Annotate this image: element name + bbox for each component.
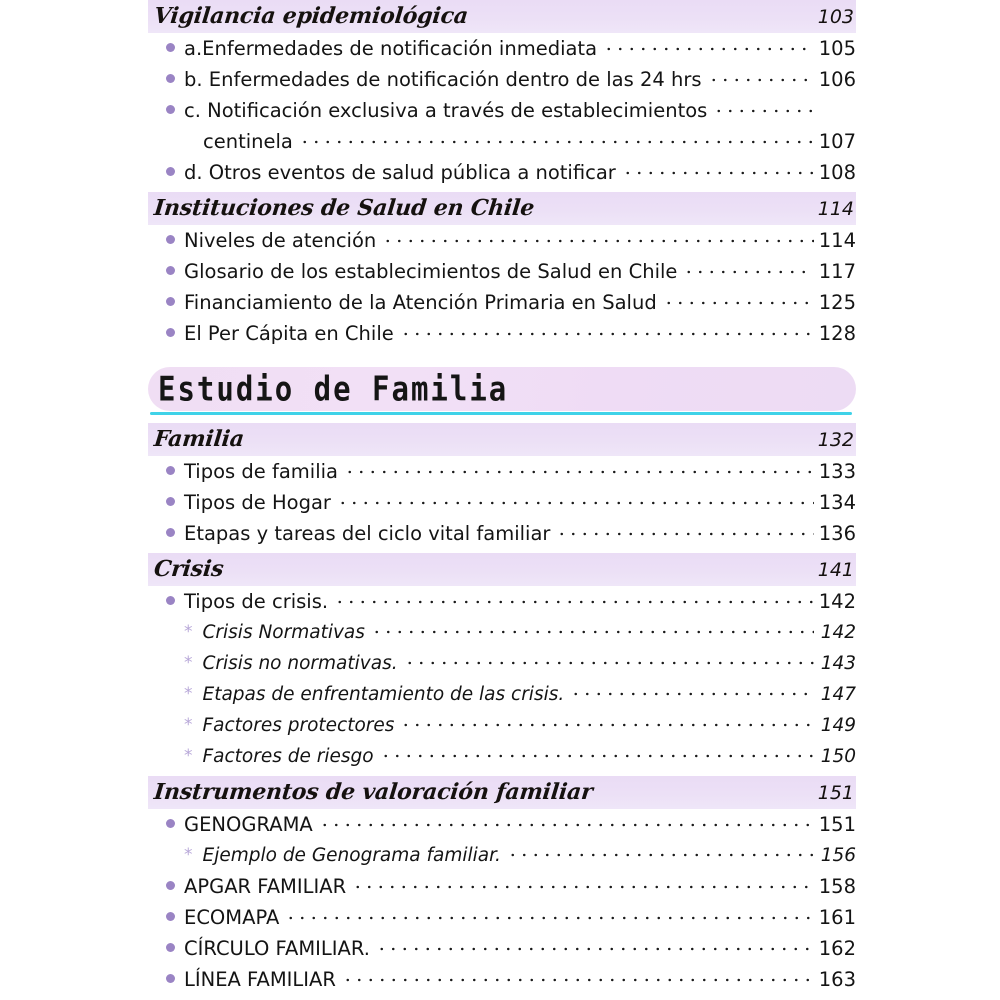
dot-leader xyxy=(344,470,814,474)
toc-entry[interactable] xyxy=(148,487,856,518)
toc-entry[interactable] xyxy=(148,964,856,995)
dot-leader xyxy=(404,661,814,665)
dot-leader xyxy=(342,978,814,982)
toc-entry-page-number: 163 xyxy=(818,968,856,991)
toc-entry-label: c. Notificación exclusiva a través de establecimientos xyxy=(184,99,708,122)
bullet-icon xyxy=(166,943,175,952)
toc-entry-page-number: 161 xyxy=(818,906,856,929)
toc-entry[interactable] xyxy=(148,648,856,679)
toc-entry-label: Tipos de Hogar xyxy=(184,491,331,514)
toc-entry-label: Crisis Normativas xyxy=(202,622,365,643)
dot-leader xyxy=(570,692,814,696)
chapter-banner-title: Estudio de Familia xyxy=(158,368,509,409)
chapter-banner-wrapper xyxy=(148,367,856,415)
toc-entry-label: Ejemplo de Genograma familiar. xyxy=(202,845,501,866)
bullet-icon xyxy=(166,74,175,83)
dot-leader xyxy=(507,853,814,857)
bullet-icon xyxy=(166,881,175,890)
toc-entry[interactable] xyxy=(148,679,856,710)
toc-entry[interactable] xyxy=(148,840,856,871)
toc-entry[interactable] xyxy=(148,518,856,549)
toc-entry-label: Financiamiento de la Atención Primaria en Salud xyxy=(184,291,657,314)
toc-entry-page-number: 107 xyxy=(818,130,856,153)
dot-leader xyxy=(352,885,814,889)
section-header-familia[interactable] xyxy=(148,423,856,456)
chapter-banner-underline xyxy=(150,412,852,415)
section-page-number: 114 xyxy=(817,198,854,220)
section-page-number: 132 xyxy=(817,429,854,451)
toc-entry-label: d. Otros eventos de salud pública a notificar xyxy=(184,161,616,184)
dot-leader xyxy=(299,140,814,144)
toc-entry[interactable] xyxy=(148,933,856,964)
toc-entry-label: Etapas de enfrentamiento de las crisis. xyxy=(202,684,565,705)
toc-entry-label: Tipos de crisis. xyxy=(184,590,329,613)
toc-entry[interactable] xyxy=(148,157,856,188)
toc-entry[interactable] xyxy=(148,710,856,741)
section-page-number: 141 xyxy=(817,559,854,581)
dot-leader xyxy=(400,723,814,727)
bullet-icon xyxy=(166,497,175,506)
section-gap xyxy=(148,349,856,353)
toc-entry-page-number: 125 xyxy=(818,291,856,314)
toc-entry-page-number: 150 xyxy=(820,746,856,767)
toc-entry-page-number: 133 xyxy=(818,460,856,483)
section-title: Instituciones de Salud en Chile xyxy=(152,195,536,221)
toc-entry[interactable] xyxy=(148,126,856,157)
asterisk-icon: * xyxy=(184,715,193,735)
bullet-icon xyxy=(166,596,175,605)
section-header-instituciones[interactable] xyxy=(148,192,856,225)
dot-leader xyxy=(400,332,814,336)
dot-leader xyxy=(371,630,814,634)
toc-entry[interactable] xyxy=(148,456,856,487)
dot-leader xyxy=(334,600,814,604)
bullet-icon xyxy=(166,167,175,176)
section-title: Crisis xyxy=(152,556,225,582)
toc-entry-page-number: 158 xyxy=(818,875,856,898)
toc-entry[interactable] xyxy=(148,256,856,287)
toc-entry[interactable] xyxy=(148,871,856,902)
toc-entry-label: GENOGRAMA xyxy=(184,813,313,836)
asterisk-icon: * xyxy=(184,746,193,766)
toc-entry[interactable] xyxy=(148,741,856,772)
section-header-crisis[interactable] xyxy=(148,553,856,586)
section-title: Vigilancia epidemiológica xyxy=(152,3,470,29)
toc-entry-label: LÍNEA FAMILIAR xyxy=(184,968,336,991)
toc-entry-label: APGAR FAMILIAR xyxy=(184,875,347,898)
bullet-icon xyxy=(166,912,175,921)
bullet-icon xyxy=(166,297,175,306)
dot-leader xyxy=(708,78,815,82)
section-header-vigilancia[interactable] xyxy=(148,0,856,33)
toc-entry-page-number: 149 xyxy=(820,715,856,736)
dot-leader xyxy=(285,916,814,920)
dot-leader xyxy=(683,270,814,274)
dot-leader xyxy=(713,109,814,113)
toc-entry[interactable] xyxy=(148,33,856,64)
asterisk-icon: * xyxy=(184,845,193,865)
dot-leader xyxy=(603,47,814,51)
bullet-icon xyxy=(166,819,175,828)
toc-entry-page-number: 117 xyxy=(818,260,856,283)
section-title: Instrumentos de valoración familiar xyxy=(152,779,594,805)
bullet-icon xyxy=(166,235,175,244)
toc-entry-page-number: 142 xyxy=(818,590,856,613)
toc-entry[interactable] xyxy=(148,586,856,617)
bullet-icon xyxy=(166,528,175,537)
table-of-contents xyxy=(148,0,856,999)
dot-leader xyxy=(376,947,814,951)
asterisk-icon: * xyxy=(184,622,193,642)
asterisk-icon: * xyxy=(184,653,193,673)
toc-entry-page-number: 114 xyxy=(818,229,856,252)
bullet-icon xyxy=(166,266,175,275)
toc-entry[interactable] xyxy=(148,809,856,840)
toc-entry-page-number: 147 xyxy=(820,684,856,705)
toc-entry-page-number: 128 xyxy=(818,322,856,345)
toc-entry-label: Crisis no normativas. xyxy=(202,653,398,674)
toc-entry-label: Etapas y tareas del ciclo vital familiar xyxy=(184,522,551,545)
toc-entry-page-number: 162 xyxy=(818,937,856,960)
toc-entry-label: a.Enfermedades de notificación inmediata xyxy=(184,37,598,60)
toc-entry-label: Factores de riesgo xyxy=(202,746,374,767)
toc-entry-page-number: 143 xyxy=(820,653,856,674)
toc-entry[interactable] xyxy=(148,617,856,648)
toc-entry[interactable] xyxy=(148,225,856,256)
toc-entry-label: El Per Cápita en Chile xyxy=(184,322,394,345)
section-gap xyxy=(148,995,856,999)
toc-entry-page-number: 142 xyxy=(820,622,856,643)
toc-entry-label: b. Enfermedades de notificación dentro de las 24 hrs xyxy=(184,68,702,91)
toc-entry-label: ECOMAPA xyxy=(184,906,280,929)
toc-entry[interactable] xyxy=(148,287,856,318)
toc-entry-page-number: 134 xyxy=(818,491,856,514)
toc-entry-page-number: 136 xyxy=(818,522,856,545)
toc-entry[interactable] xyxy=(148,902,856,933)
dot-leader xyxy=(380,754,814,758)
section-title: Familia xyxy=(152,426,246,452)
toc-entry-label: Glosario de los establecimientos de Salud en Chile xyxy=(184,260,678,283)
toc-entry-label: Niveles de atención xyxy=(184,229,377,252)
toc-entry-label: CÍRCULO FAMILIAR. xyxy=(184,937,370,960)
dot-leader xyxy=(382,239,814,243)
toc-entry-page-number: 106 xyxy=(818,68,856,91)
toc-entry-label: Factores protectores xyxy=(202,715,395,736)
bullet-icon xyxy=(166,328,175,337)
bullet-icon xyxy=(166,466,175,475)
dot-leader xyxy=(337,501,814,505)
toc-entry[interactable] xyxy=(148,318,856,349)
dot-leader xyxy=(556,532,814,536)
bullet-icon xyxy=(166,105,175,114)
dot-leader xyxy=(319,823,814,827)
dot-leader xyxy=(622,171,814,175)
toc-entry-label: Tipos de familia xyxy=(184,460,338,483)
bullet-icon xyxy=(166,43,175,52)
chapter-banner[interactable] xyxy=(148,367,856,411)
toc-entry[interactable] xyxy=(148,95,856,126)
toc-entry-page-number: 156 xyxy=(820,845,856,866)
dot-leader xyxy=(663,301,814,305)
section-header-instrumentos[interactable] xyxy=(148,776,856,809)
toc-entry-page-number: 151 xyxy=(818,813,856,836)
toc-entry-page-number: 105 xyxy=(818,37,856,60)
asterisk-icon: * xyxy=(184,684,193,704)
section-page-number: 103 xyxy=(817,6,854,28)
bullet-icon xyxy=(166,974,175,983)
section-page-number: 151 xyxy=(817,782,854,804)
toc-entry-page-number: 108 xyxy=(818,161,856,184)
toc-entry-label: centinela xyxy=(203,130,293,153)
toc-entry[interactable] xyxy=(148,64,856,95)
